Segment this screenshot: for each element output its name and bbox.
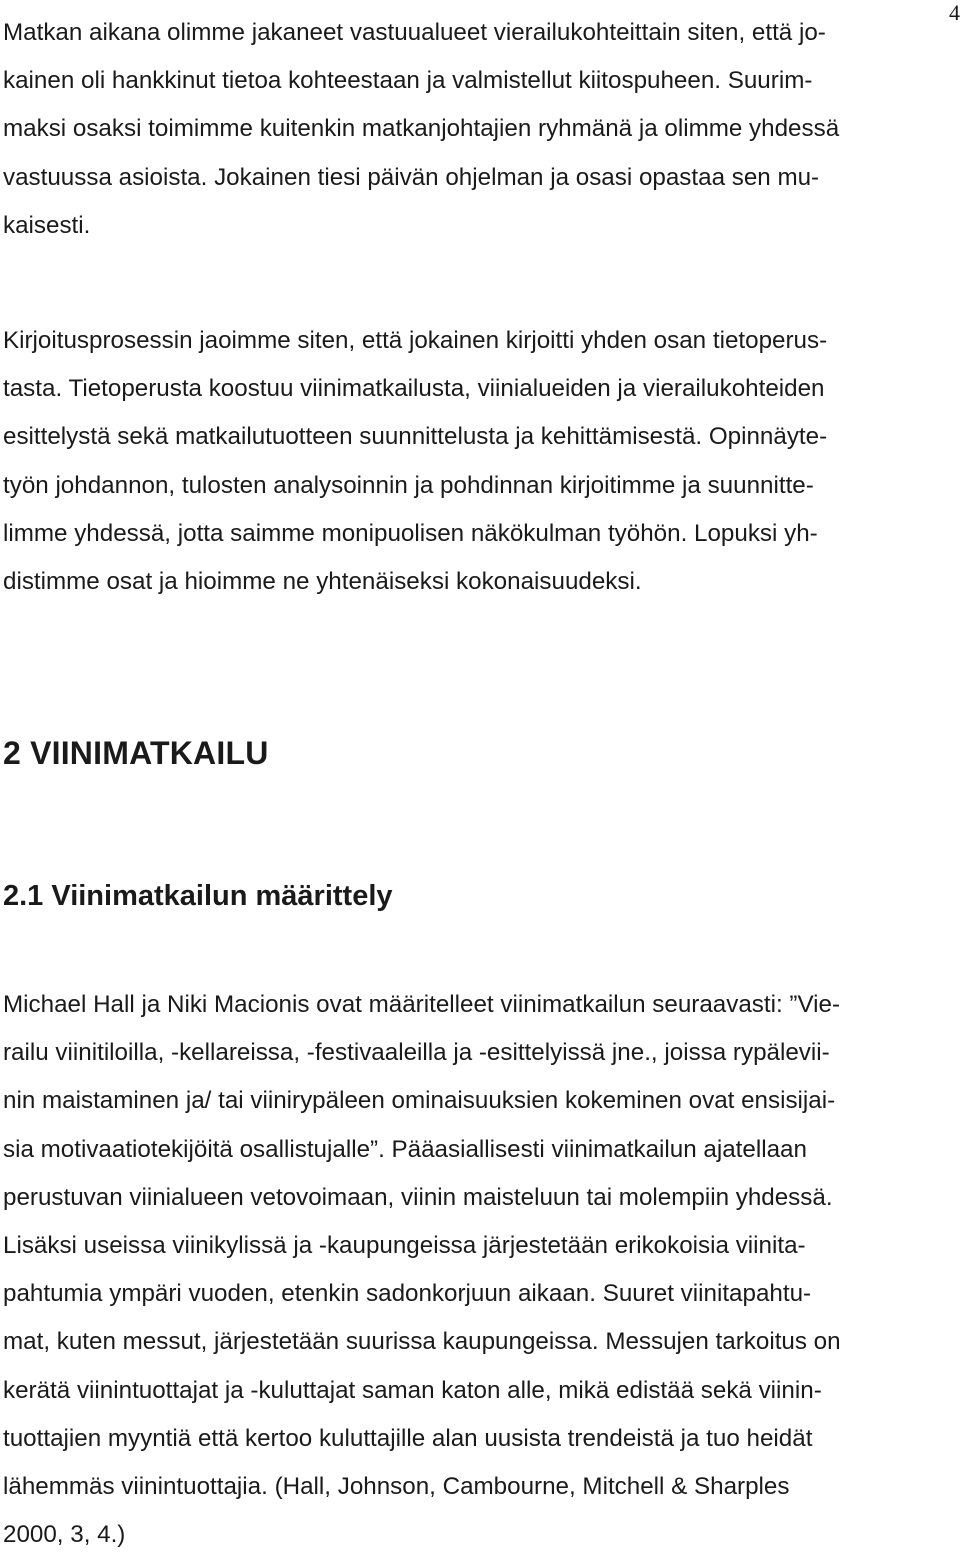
text-line: sia motivaatiotekijöitä osallistujalle”. Pääasiallisesti viinimatkailun ajatellaan	[3, 1135, 807, 1163]
text-line: nin maistaminen ja/ tai viinirypäleen ominaisuuksien kokeminen ovat ensisijai-	[3, 1087, 836, 1115]
text-line: Matkan aikana olimme jakaneet vastuualueet vierailukohteittain siten, että jo-	[3, 19, 826, 46]
text-line: 2000, 3, 4.)	[3, 1521, 126, 1549]
text-line: mat, kuten messut, järjestetään suurissa kaupungeissa. Messujen tarkoitus on	[3, 1328, 841, 1356]
text-line: esittelystä sekä matkailutuotteen suunnittelusta ja kehittämisestä. Opinnäyte-	[3, 423, 828, 451]
text-line: pahtumia ympäri vuoden, etenkin sadonkorjuun aikaan. Suuret viinitapahtu-	[3, 1280, 812, 1308]
text-line: työn johdannon, tulosten analysoinnin ja pohdinnan kirjoitimme ja suunnitte-	[3, 471, 814, 499]
paragraph-wine-tourism-definition	[3, 981, 960, 1559]
text-line: tasta. Tietoperusta koostuu viinimatkailusta, viinialueiden ja vierailukohteiden	[3, 375, 825, 403]
text-line: kerätä viinintuottajat ja -kuluttajat saman katon alle, mikä edistää sekä viinin-	[3, 1376, 822, 1404]
paragraph-writing-process	[3, 317, 960, 606]
paragraph-responsibilities	[3, 9, 960, 250]
text-line: tuottajien myyntiä että kertoo kuluttajille alan uusista trendeistä ja tuo heidät	[3, 1424, 813, 1452]
text-line: Kirjoitusprosessin jaoimme siten, että jokainen kirjoitti yhden osan tietoperus-	[3, 327, 828, 354]
text-line: Lisäksi useissa viinikylissä ja -kaupungeissa järjestetään erikokoisia viinita-	[3, 1231, 806, 1259]
text-line: Michael Hall ja Niki Macionis ovat määritelleet viinimatkailun seuraavasti: ”Vie-	[3, 991, 841, 1018]
section-heading: 2.1 Viinimatkailun määrittely	[3, 880, 393, 912]
text-line: vastuussa asioista. Jokainen tiesi päivän ohjelman ja osasi opastaa sen mu-	[3, 163, 820, 191]
text-line: perustuvan viinialueen vetovoimaan, viinin maisteluun tai molempiin yhdessä.	[3, 1183, 833, 1211]
text-line: maksi osaksi toimimme kuitenkin matkanjohtajien ryhmänä ja olimme yhdessä	[3, 115, 840, 143]
chapter-heading: 2 VIINIMATKAILU	[3, 735, 269, 771]
text-line: distimme osat ja hioimme ne yhtenäiseksi kokonaisuudeksi.	[3, 567, 642, 595]
text-line: railu viinitiloilla, -kellareissa, -festivaaleilla ja -esittelyissä jne., joissa rypälevii-	[3, 1039, 830, 1067]
text-line: kaisesti.	[3, 211, 91, 239]
text-line: limme yhdessä, jotta saimme monipuolisen näkökulman työhön. Lopuksi yh-	[3, 519, 818, 547]
text-line: kainen oli hankkinut tietoa kohteestaan ja valmistellut kiitospuheen. Suurim-	[3, 67, 813, 95]
page-number: 4	[949, 0, 960, 25]
text-line: lähemmäs viinintuottajia. (Hall, Johnson, Cambourne, Mitchell & Sharples	[3, 1472, 790, 1500]
